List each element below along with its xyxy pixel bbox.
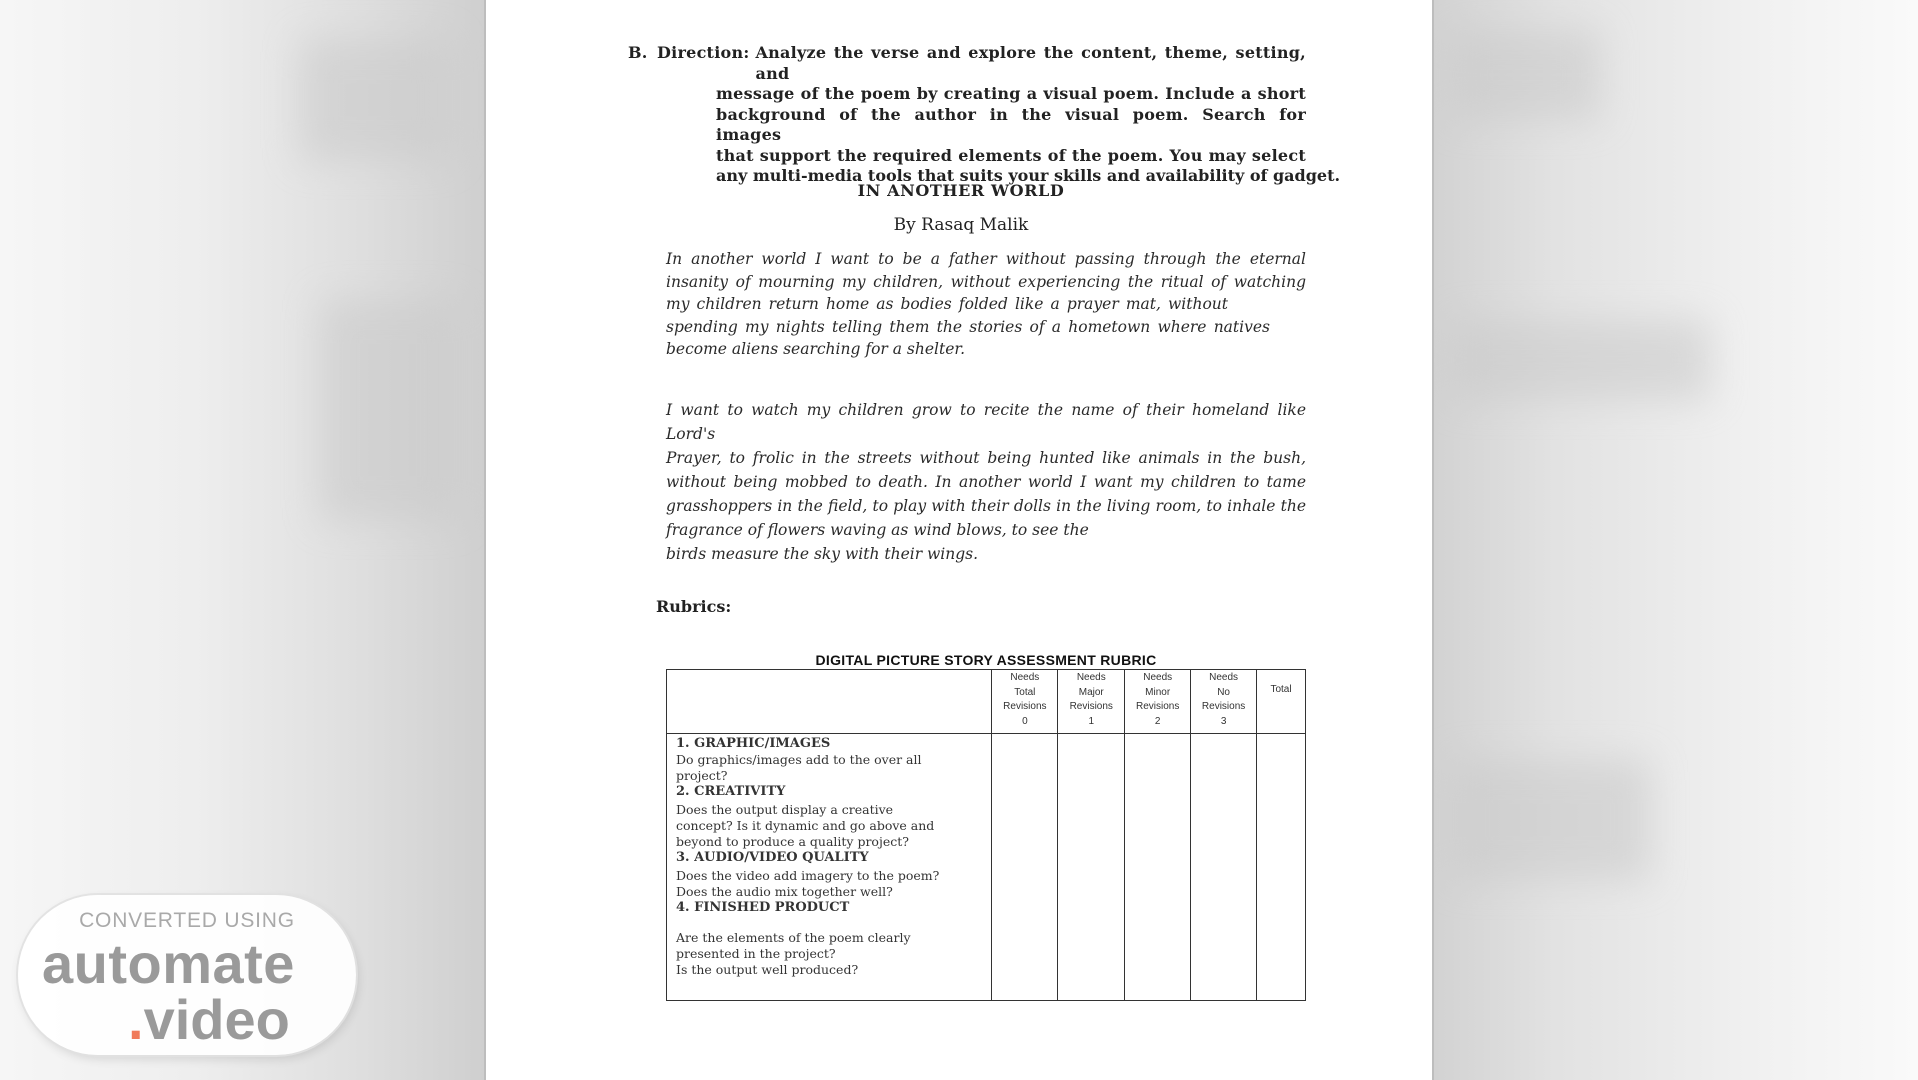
criterion-audio-video-quality — [676, 850, 985, 900]
poem-line: spending my nights telling them the stories of a hometown where natives — [666, 317, 1270, 336]
direction-label: B. — [628, 43, 648, 62]
watermark-dot: . — [128, 988, 144, 1051]
rubric-criteria-cell — [667, 734, 992, 1001]
watermark-sub-text: video — [143, 988, 290, 1051]
criterion-question: Do graphics/images add to the over all — [676, 752, 922, 767]
direction-line: any multi-media tools that suits your skills and availability of gadget. — [716, 166, 1341, 185]
direction-line: Analyze the verse and explore the content, theme, setting, and — [755, 43, 1306, 83]
poem-line: without being mobbed to death. In another world I want my children to tame — [666, 473, 1306, 491]
direction-line: background of the author in the visual poem. Search for images — [716, 104, 1306, 144]
rubrics-label: Rubrics: — [656, 597, 732, 616]
watermark-caption: CONVERTED USING — [79, 909, 295, 932]
criterion-question: project? — [676, 768, 728, 783]
blurred-background-right — [1434, 0, 1918, 1080]
background-blur-shape — [1450, 760, 1650, 880]
rubric-header-score-2: Needs Minor Revisions 2 — [1125, 670, 1191, 734]
poem-line: grasshoppers in the field, to play with their dolls in the living room, to inhale the — [666, 497, 1306, 515]
rubric-header-total: Total — [1257, 670, 1306, 734]
poem-stanza-1 — [666, 248, 1306, 361]
poem-line: birds measure the sky with their wings. — [666, 545, 979, 563]
criterion-question: Does the output display a creative — [676, 802, 894, 817]
criterion-question: Does the audio mix together well? — [676, 884, 893, 899]
background-blur-shape — [320, 300, 460, 520]
criterion-heading: 1. GRAPHIC/IMAGES — [676, 736, 831, 751]
poem-line: In another world I want to be a father without passing through the eternal — [666, 250, 1306, 268]
poem-line: I want to watch my children grow to recite the name of their homeland like Lord's — [666, 401, 1306, 443]
poem-line: Prayer, to frolic in the streets without being hunted like animals in the bush, — [666, 449, 1306, 467]
criterion-question: Is the output well produced? — [676, 962, 859, 977]
poem-line: become aliens searching for a shelter. — [666, 340, 966, 358]
poem-line: my children return home as bodies folded like a prayer mat, without — [666, 295, 1228, 313]
poem-stanza-2 — [666, 398, 1306, 566]
criterion-graphic-images — [676, 736, 985, 784]
poem-line: insanity of mourning my children, without experiencing the ritual of watching — [666, 272, 1306, 291]
background-blur-shape — [1450, 30, 1600, 120]
document-page — [484, 0, 1434, 1080]
rubric-score-cell — [1058, 734, 1125, 1001]
criterion-question: presented in the project? — [676, 946, 836, 961]
rubric-score-cell — [1125, 734, 1191, 1001]
rubric-criteria-row — [667, 734, 1306, 1001]
criterion-question: Does the video add imagery to the poem? — [676, 868, 940, 883]
rubric-score-cell — [992, 734, 1058, 1001]
background-blur-shape — [1450, 320, 1710, 400]
poem-author: By Rasaq Malik — [893, 215, 1029, 235]
poem-title: IN ANOTHER WORLD — [857, 181, 1065, 200]
criterion-heading: 2. CREATIVITY — [676, 784, 786, 799]
rubric-header-row — [667, 670, 1306, 734]
criterion-creativity — [676, 784, 985, 850]
rubric-header-criteria — [667, 670, 992, 734]
criterion-finished-product — [676, 900, 985, 978]
criterion-heading: 4. FINISHED PRODUCT — [676, 900, 850, 915]
criterion-question: Are the elements of the poem clearly — [676, 930, 911, 945]
direction-line: that support the required elements of the poem. You may select — [716, 145, 1306, 165]
rubric-table — [666, 669, 1306, 1001]
rubric-score-cell — [1191, 734, 1257, 1001]
criterion-question: concept? Is it dynamic and go above and — [676, 818, 935, 833]
direction-paragraph — [628, 43, 1341, 187]
poem-line: fragrance of flowers waving as wind blows, to see the — [666, 521, 1089, 539]
direction-lead: Direction: — [657, 43, 750, 62]
rubric-header-score-0: Needs Total Revisions 0 — [992, 670, 1058, 734]
rubric-header-score-1: Needs Major Revisions 1 — [1058, 670, 1125, 734]
watermark-wordmark-sub — [128, 987, 290, 1052]
criterion-heading: 3. AUDIO/VIDEO QUALITY — [676, 850, 869, 865]
automate-video-watermark-logo — [18, 895, 356, 1055]
background-blur-shape — [300, 40, 450, 160]
rubric-table-title: DIGITAL PICTURE STORY ASSESSMENT RUBRIC — [815, 652, 1157, 668]
criterion-question: beyond to produce a quality project? — [676, 834, 909, 849]
direction-line: message of the poem by creating a visual poem. Include a short — [716, 84, 1306, 103]
watermark-wordmark: automate — [42, 932, 295, 995]
rubric-total-cell — [1257, 734, 1306, 1001]
rubric-header-score-3: Needs No Revisions 3 — [1191, 670, 1257, 734]
